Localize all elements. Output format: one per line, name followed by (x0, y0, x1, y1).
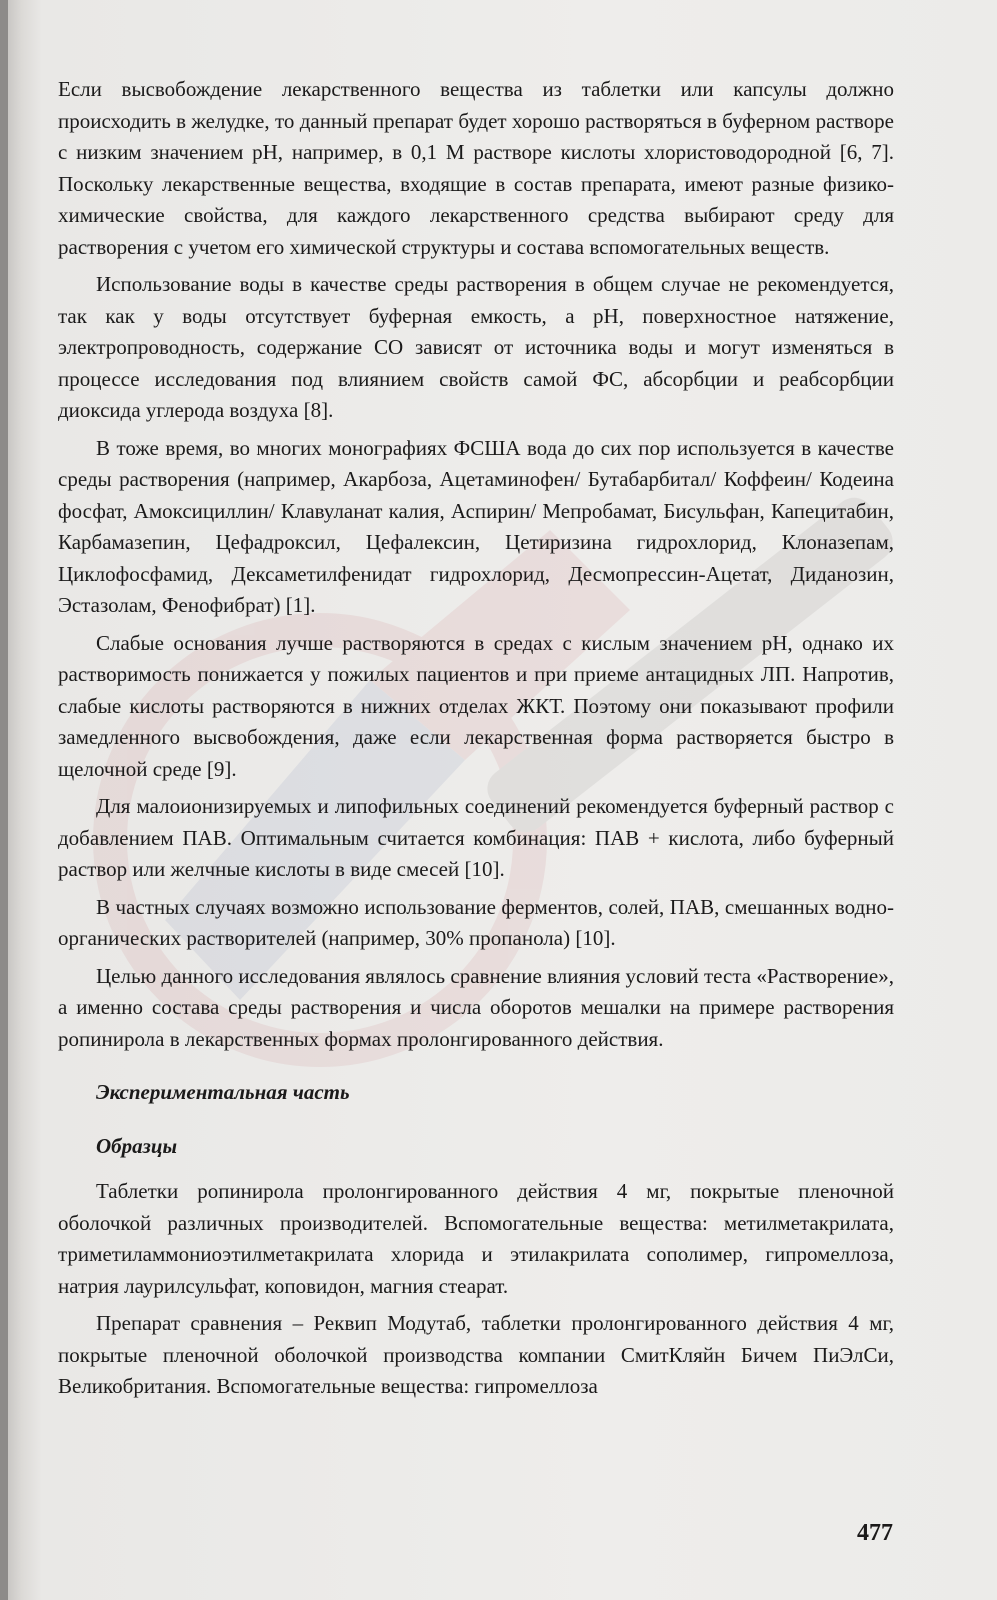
book-spine-shadow (0, 0, 8, 1600)
paragraph: Слабые основания лучше растворяются в средах с кислым значением pH, однако их растворимость понижается у пожилых пациентов и при приеме антацидных ЛП. Напротив, слабые кислоты растворяются в нижних отделах ЖКТ. Поэтому они показывают профили замедленного высвобождения, даже если лекарственная форма растворяется быстро в щелочной среде [9]. (58, 630, 894, 781)
paragraph: В тоже время, во многих монографиях ФСША вода до сих пор используется в качестве среды растворения (например, Акарбоза, Ацетаминофен/ Бутабарбитал/ Коффеин/ Кодеина фосфат, Амоксициллин/ Клавуланат калия, Аспирин/ Мепробамат, Бисульфан, Капецитабин, Карбамазепин, Цефадроксил, Цефалексин, Цетиризина гидрохлорид, Клоназепам, Циклофосфамид, Дексаметилфенидат гидрохлорид, Десмопрессин-Ацетат, Диданозин, Эстазолам, Фенофибрат) [1]. (58, 435, 894, 617)
page-number: 477 (857, 1520, 893, 1546)
paragraph: Использование воды в качестве среды растворения в общем случае не рекомендуется, так как у воды отсутствует буферная емкость, а pH, поверхностное натяжение, электропроводность, содержание CO зависят от источника воды и могут изменяться в процессе исследования под влиянием свойств самой ФС, абсорбции и реабсорбции диоксида углерода воздуха [8]. (58, 272, 894, 422)
paragraph: Если высвобождение лекарственного вещества из таблетки или капсулы должно происходить в желудке, то данный препарат будет хорошо растворяться в буферном растворе с низким значением pH, например, в 0,1 М растворе кислоты хлористоводородной [6, 7]. Поскольку лекарственные вещества, входящие в состав препарата, имеют разные физико-химические свойства, для каждого лекарственного средства выбирают среду для растворения с учетом его химической структуры и состава вспомогательных веществ. (58, 77, 894, 259)
paragraph: Для малоионизируемых и липофильных соединений рекомендуется буферный раствор с добавлением ПАВ. Оптимальным считается комбинация: ПАВ + кислота, либо буферный раствор или желчные кислоты в виде смесей [10]. (58, 794, 894, 881)
section-heading-samples: Образцы (96, 1133, 178, 1158)
body-text (58, 74, 894, 1409)
paragraph: Целью данного исследования являлось сравнение влияния условий теста «Растворение», а именно состава среды растворения и числа оборотов мешалки на примере растворения ропинирола в лекарственных формах пролонгированного действия. (58, 963, 894, 1051)
section-heading-experimental: Экспериментальная часть (96, 1080, 350, 1104)
paragraph: Таблетки ропинирола пролонгированного действия 4 мг, покрытые пленочной оболочкой различных производителей. Вспомогательные вещества: метилметакрилата, триметиламмониоэтилметакрилата хлорида и этилакрилата сополимер, гипромеллоза, натрия лаурилсульфат, коповидон, магния стеарат. (58, 1179, 894, 1298)
paragraph: Препарат сравнения – Реквип Модутаб, таблетки пролонгированного действия 4 мг, покрытые пленочной оболочкой производства компании СмитКляйн Бичем ПиЭлСи, Великобритания. Вспомогательные вещества: гипромеллоза (58, 1311, 894, 1398)
paragraph: В частных случаях возможно использование ферментов, солей, ПАВ, смешанных водно-органических растворителей (например, 30% пропанола) [10]. (58, 894, 894, 950)
